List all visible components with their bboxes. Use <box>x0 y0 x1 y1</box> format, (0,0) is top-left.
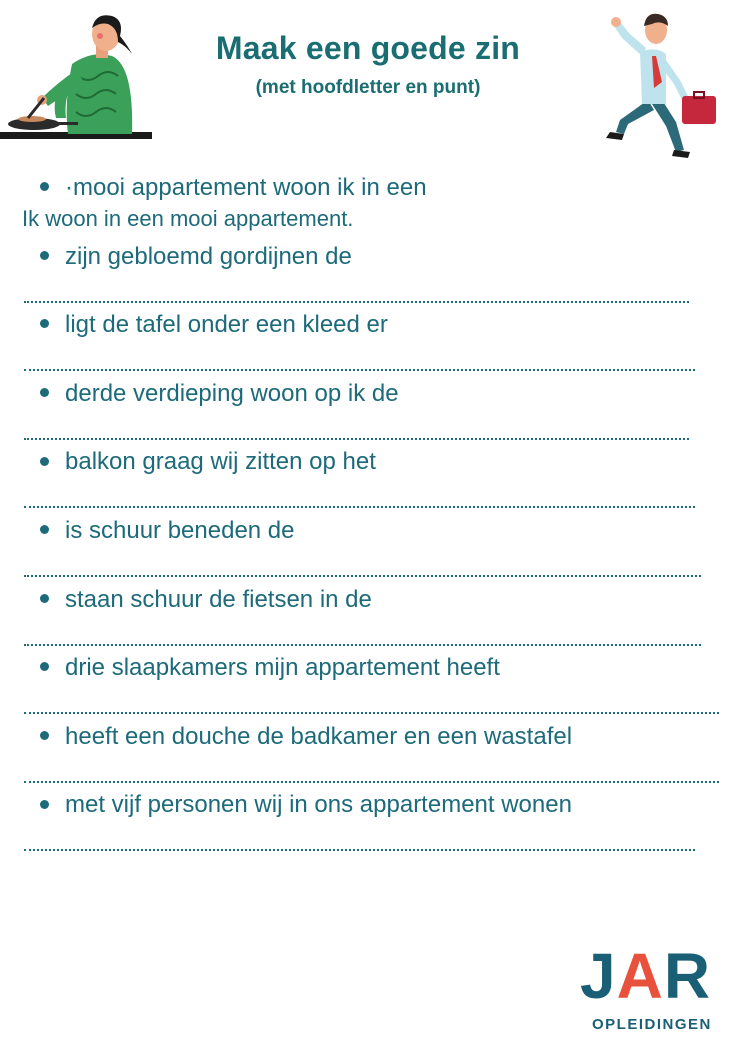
bullet-icon <box>40 251 49 260</box>
prompt-text: heeft een douche de badkamer en een wastafel <box>65 722 573 750</box>
answer-line <box>24 506 695 508</box>
prompt-text: met vijf personen wij in ons appartement wonen <box>65 791 572 819</box>
prompt-text: ligt de tafel onder een kleed er <box>65 311 388 339</box>
example-answer: Ik woon in een mooi appartement. <box>22 206 354 231</box>
bullet-icon <box>40 457 49 466</box>
answer-line <box>24 575 701 577</box>
logo-subtitle: OPLEIDINGEN <box>592 1016 712 1033</box>
exercise-item <box>0 307 736 376</box>
exercise-prompt <box>40 311 388 339</box>
exercise-prompt <box>40 791 572 819</box>
answer-line <box>24 644 701 646</box>
bullet-icon <box>40 525 49 534</box>
answer-line <box>24 369 695 371</box>
answer-line <box>24 438 689 440</box>
answer-line <box>24 301 689 303</box>
bullet-icon <box>40 319 49 328</box>
prompt-text: balkon graag wij zitten op het <box>65 448 376 476</box>
exercise-item <box>0 444 736 513</box>
jar-logo <box>580 940 724 1038</box>
exercise-item <box>0 582 736 651</box>
prompt-text: drie slaapkamers mijn appartement heeft <box>65 654 500 682</box>
bullet-icon <box>40 662 49 671</box>
logo-letter-a: A <box>616 940 664 1012</box>
header <box>0 0 736 160</box>
page-subtitle: (met hoofdletter en punt) <box>255 77 481 98</box>
exercise-item <box>0 170 736 239</box>
prompt-text: derde verdieping woon op ik de <box>65 379 399 407</box>
answer-line <box>24 781 719 783</box>
answer-line <box>24 712 719 714</box>
prompt-text: is schuur beneden de <box>65 516 295 544</box>
exercise-prompt <box>40 174 427 202</box>
answer-line <box>24 849 695 851</box>
exercise-list <box>0 170 736 856</box>
logo-letter-r: R <box>663 940 712 1012</box>
exercise-prompt <box>40 723 572 751</box>
exercise-item <box>0 787 736 856</box>
logo-letter-j: J <box>580 940 617 1012</box>
logo-wordmark <box>580 940 712 1012</box>
exercise-item <box>0 719 736 788</box>
exercise-item <box>0 513 736 582</box>
exercise-prompt <box>40 586 372 614</box>
exercise-item <box>0 650 736 719</box>
bullet-icon <box>40 182 49 191</box>
prompt-text: staan schuur de fietsen in de <box>65 585 372 613</box>
exercise-prompt <box>40 654 500 682</box>
prompt-text: zijn gebloemd gordijnen de <box>65 242 352 270</box>
exercise-prompt <box>40 448 376 476</box>
woman-cooking-illustration <box>0 6 156 146</box>
bullet-icon <box>40 731 49 740</box>
prompt-text: ·mooi appartement woon ik in een <box>65 174 427 201</box>
bullet-icon <box>40 800 49 809</box>
exercise-prompt <box>40 243 352 271</box>
exercise-prompt <box>40 380 399 408</box>
bullet-icon <box>40 388 49 397</box>
exercise-item <box>0 376 736 445</box>
page-title: Maak een goede zin <box>215 30 521 66</box>
bullet-icon <box>40 594 49 603</box>
exercise-prompt <box>40 517 295 545</box>
exercise-item <box>0 239 736 308</box>
businessman-illustration <box>596 8 728 160</box>
